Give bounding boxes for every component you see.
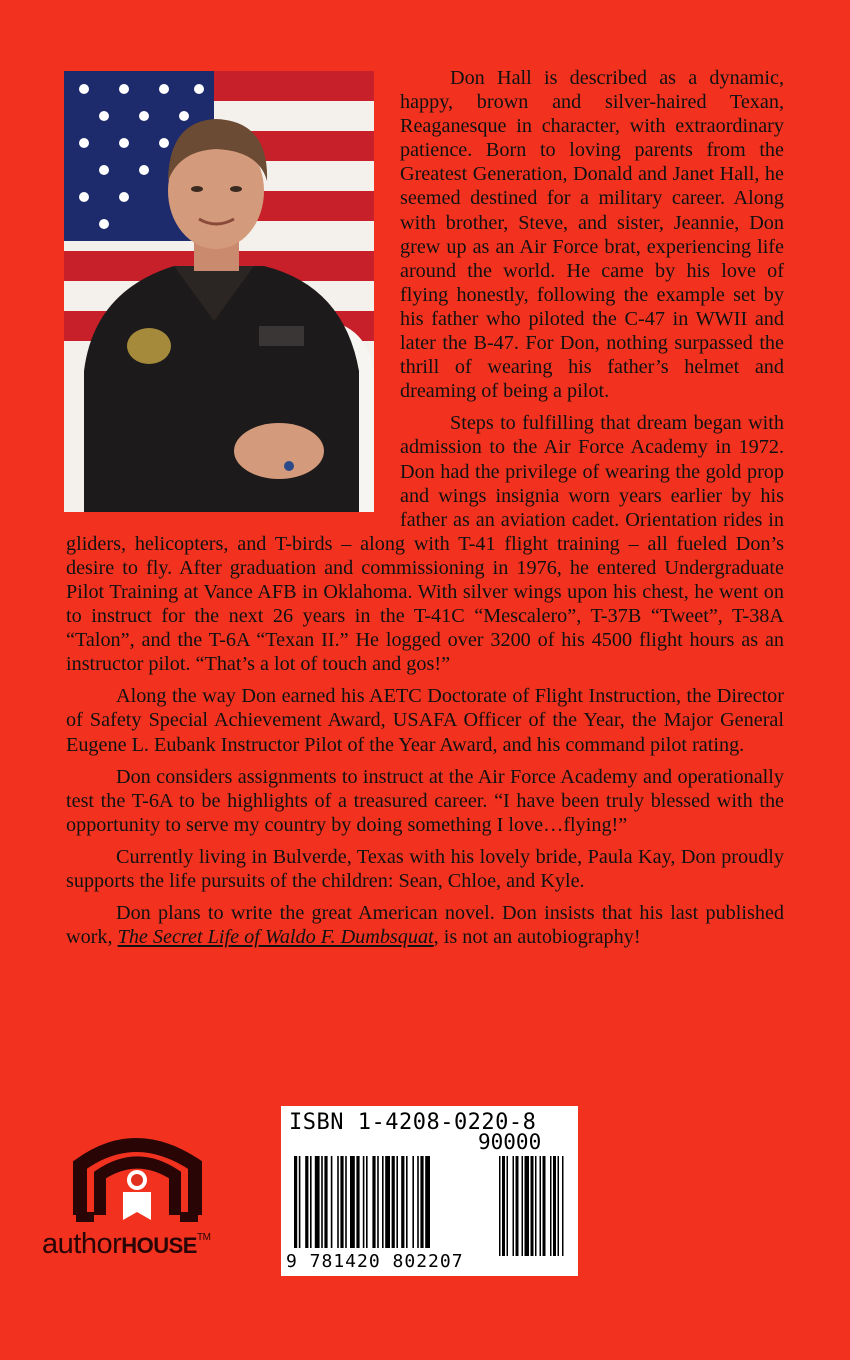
barcode-addon-bar (513, 1156, 515, 1256)
barcode-bar (324, 1156, 327, 1248)
publisher-name-part1: author (42, 1228, 122, 1260)
barcode-bar (345, 1156, 347, 1248)
barcode-bar (299, 1156, 301, 1248)
barcode-bar (305, 1156, 308, 1248)
barcode-bar (377, 1156, 379, 1248)
barcode-bar (392, 1156, 395, 1248)
house-logo-icon (40, 1120, 260, 1230)
barcode-bar (310, 1156, 312, 1248)
photo-spacer (66, 66, 376, 516)
barcode-bar (420, 1156, 423, 1248)
barcode-addon-bar (531, 1156, 534, 1256)
barcode-bar (425, 1156, 430, 1248)
author-biography (66, 66, 784, 957)
bio-paragraph-4: Don considers assignments to instruct at the Air Force Academy and operationally test the T-6A to be highlights of a treasured career. “I have been truly blessed with the opportunity to serve my country by doing something I love…flying!” (66, 765, 784, 836)
ean-digits: 9 781420 802207 (286, 1251, 464, 1272)
barcode-bar (401, 1156, 404, 1248)
barcode-bar (337, 1156, 339, 1248)
publisher-name-part2: HOUSE (121, 1233, 197, 1258)
barcode-addon-bar (535, 1156, 537, 1256)
barcode-bars (294, 1156, 574, 1256)
barcode-bar (406, 1156, 408, 1248)
barcode-addon-bar (558, 1156, 560, 1256)
barcode-bar (382, 1156, 384, 1248)
barcode-addon-bar (499, 1156, 501, 1256)
barcode-addon-bar (562, 1156, 564, 1256)
barcode-bar (396, 1156, 398, 1248)
last-paragraph-before: Don plans to write the great American novel. Don insists that his last published work, (66, 902, 784, 949)
barcode-bar (412, 1156, 414, 1248)
barcode-bar (372, 1156, 375, 1248)
barcode-addon-bar (543, 1156, 546, 1256)
barcode-addon-bar (522, 1156, 524, 1256)
barcode-bar (385, 1156, 390, 1248)
barcode-addon-bar (540, 1156, 542, 1256)
bio-paragraph-6 (66, 901, 784, 949)
barcode-addon-bar (516, 1156, 519, 1256)
bio-paragraph-1: Don Hall is described as a dynamic, happy, brown and silver-haired Texan, Reaganesque in character, with extraordinary patience. Born to loving parents from the Greatest Generation, Donald and Janet Hall, he seemed destined for a military career. Along with brother, Steve, and sister, Jeannie, Don grew up as an Air Force brat, experiencing life around the world. He came by his love of flying honestly, following the example set by his father who piloted the C-47 in WWII and later the B-47. For Don, nothing surpassed the thrill of wearing his father’s helmet and dreaming of being a pilot. (400, 67, 784, 403)
trademark-symbol: TM (196, 1232, 211, 1243)
barcode-bar (331, 1156, 333, 1248)
barcode-bar (340, 1156, 343, 1248)
barcode-bar (366, 1156, 368, 1248)
barcode-bar (321, 1156, 323, 1248)
isbn-number: ISBN 1-4208-0220-8 (289, 1110, 537, 1135)
publisher-name (42, 1228, 210, 1261)
bio-paragraph-3: Along the way Don earned his AETC Doctorate of Flight Instruction, the Director of Safety Special Achievement Award, USAFA Officer of the Year, the Major General Eugene L. Eubank Instructor Pilot of the Year Award, and his command pilot rating. (66, 685, 784, 756)
bio-paragraph-2: Steps to fulfilling that dream began with admission to the Air Force Academy in 1972. Don had the privilege of wearing the gold prop and wings insignia worn years earlier by his father as an aviation cadet. Orientation rides in gliders, helicopters, and T-birds – along with T-41 flight training – all fueled Don’s desire to fly. After graduation and commissioning in 1976, he entered Undergraduate Pilot Training at Vance AFB in Oklahoma. With silver wings upon his chest, he went on to instruct for the next 26 years in the T-41C “Mescalero”, T-37B “Tweet”, T-38A “Talon”, and the T-6A “Texan II.” He logged over 3200 of his 4500 flight hours as an instructor pilot. “That’s a lot of touch and gos!” (66, 412, 784, 676)
barcode-bar (294, 1156, 297, 1248)
last-paragraph-after: , is not an autobiography! (433, 926, 641, 949)
barcode-addon-bar (553, 1156, 556, 1256)
barcode-bar (417, 1156, 419, 1248)
bio-paragraph-5: Currently living in Bulverde, Texas with his lovely bride, Paula Kay, Don proudly supports the life pursuits of the children: Sean, Chloe, and Kyle. (66, 845, 784, 892)
barcode-bar (350, 1156, 355, 1248)
barcode-bar (356, 1156, 359, 1248)
barcode-addon-bar (525, 1156, 530, 1256)
barcode-addon-bar (502, 1156, 505, 1256)
barcode-bar (363, 1156, 365, 1248)
book-title-link[interactable]: The Secret Life of Waldo F. Dumbsquat (117, 926, 434, 949)
barcode-bar (315, 1156, 320, 1248)
barcode-addon-bar (550, 1156, 552, 1256)
barcode-addon-bar (507, 1156, 509, 1256)
price-code: 90000 (478, 1130, 542, 1154)
